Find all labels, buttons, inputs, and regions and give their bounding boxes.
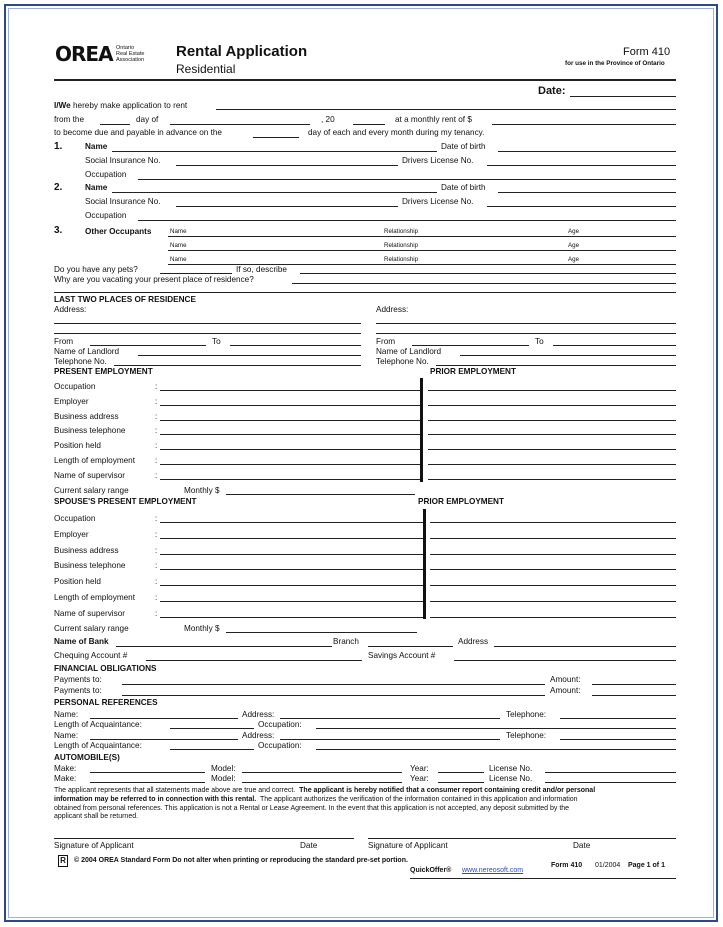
present-business-telephone-field[interactable] [160, 434, 422, 435]
spouse-position-held-label: Position held [54, 577, 101, 587]
vacating-reason-field[interactable] [292, 283, 676, 284]
spouse-length-of-employment-colon: : [155, 593, 158, 602]
pets-describe-field[interactable] [300, 273, 676, 274]
ref-1-address-label: Address: [242, 710, 275, 719]
residence-2-address-field-1[interactable] [376, 323, 676, 324]
start-year-field[interactable] [353, 124, 385, 125]
present-monthly-label: Monthly $ [184, 486, 220, 495]
present-name-of-supervisor-colon: : [155, 470, 158, 480]
pets-answer-field[interactable] [160, 273, 232, 274]
spouse-name-of-supervisor-colon: : [155, 608, 158, 618]
each-day-label: day of each and every month during my tenancy. [308, 128, 485, 137]
applicant-1-dob-field[interactable] [498, 151, 676, 152]
applicant-2-sin-label: Social Insurance No. [85, 197, 161, 206]
occupant-2-name-label: Name [170, 242, 187, 249]
day-of-label: day of [136, 115, 159, 124]
residence-heading: LAST TWO PLACES OF RESIDENCE [54, 295, 196, 304]
applicant-1-license-label: Drivers License No. [402, 156, 474, 165]
spouse-length-of-employment-field[interactable] [160, 601, 424, 602]
present-length-of-employment-label: Length of employment [54, 456, 136, 465]
residence-1-from-field[interactable] [90, 345, 206, 346]
spouse-business-address-field[interactable] [160, 554, 424, 555]
bank-name-label: Name of Bank [54, 637, 109, 646]
auto-2-license-field[interactable] [545, 782, 676, 783]
occupant-2-relationship-label: Relationship [384, 242, 419, 249]
date-label: Date: [538, 85, 566, 97]
present-occupation-field[interactable] [160, 390, 422, 391]
spouse-employer-colon: : [155, 529, 158, 539]
occupant-2-field[interactable] [168, 250, 676, 251]
present-length-of-employment-field[interactable] [160, 464, 422, 465]
monthly-rent-field[interactable] [492, 124, 676, 125]
applicant-2-number: 2. [54, 182, 63, 193]
chequing-field[interactable] [146, 660, 362, 661]
ref-1-address-field[interactable] [280, 718, 500, 719]
present-prior-employer-field[interactable] [428, 405, 676, 406]
spouse-monthly-field[interactable] [226, 632, 417, 633]
from-the-label: from the [54, 115, 85, 124]
spouse-employer-label: Employer [54, 529, 89, 539]
signature-2-label: Signature of Applicant [368, 841, 448, 850]
present-business-address-label: Business address [54, 411, 119, 421]
auto-2-make-field[interactable] [90, 782, 205, 783]
ref-1-telephone-field[interactable] [560, 718, 676, 719]
spouse-occupation-label: Occupation [54, 514, 96, 523]
spouse-prior-employer-field[interactable] [430, 538, 676, 539]
residence-2-telephone-label: Telephone No. [376, 357, 429, 366]
present-prior-name-of-supervisor-field[interactable] [428, 479, 676, 480]
present-occupation-colon: : [155, 382, 158, 391]
quickoffer-label: QuickOffer® [410, 867, 452, 874]
present-business-telephone-colon: : [155, 426, 158, 436]
present-business-telephone-label: Business telephone [54, 426, 126, 436]
occupants-number: 3. [54, 225, 63, 236]
applicant-1-name-field[interactable] [112, 151, 437, 152]
spouse-employer-field[interactable] [160, 538, 424, 539]
present-prior-position-held-field[interactable] [428, 449, 676, 450]
spouse-occupation-colon: : [155, 514, 158, 523]
orea-logo: OREA [55, 42, 113, 66]
auto-1-make-label: Make: [54, 764, 77, 773]
present-business-address-field[interactable] [160, 420, 422, 421]
residence-2-landlord-field[interactable] [460, 355, 676, 356]
spouse-prior-position-held-field[interactable] [430, 585, 676, 586]
applicant-2-dob-field[interactable] [498, 192, 676, 193]
automobile-heading: AUTOMOBILE(S) [54, 753, 120, 762]
present-position-held-label: Position held [54, 441, 101, 451]
ref-1-name-label: Name: [54, 710, 79, 719]
ref-1-length-field[interactable] [170, 728, 254, 729]
year-label: , 20 [321, 115, 335, 124]
applicant-1-occupation-label: Occupation [85, 170, 127, 179]
amount-1-field[interactable] [592, 684, 676, 685]
payments-to-1-field[interactable] [122, 684, 545, 685]
residence-2-from-label: From [376, 337, 396, 346]
residence-1-telephone-label: Telephone No. [54, 357, 107, 366]
applicant-2-name-label: Name [85, 183, 108, 192]
applicant-1-sin-label: Social Insurance No. [85, 156, 161, 165]
bank-address-label: Address [458, 637, 489, 646]
auto-2-year-label: Year: [410, 774, 429, 783]
auto-2-make-label: Make: [54, 774, 77, 783]
present-position-held-colon: : [155, 441, 158, 451]
residence-2-to-label: To [535, 337, 544, 346]
occupant-1-relationship-label: Relationship [384, 228, 419, 235]
spouse-prior-business-address-field[interactable] [430, 554, 676, 555]
auto-1-year-field[interactable] [438, 772, 484, 773]
form-title: Rental Application [176, 43, 308, 60]
residence-2-landlord-label: Name of Landlord [376, 347, 442, 356]
spouse-prior-business-telephone-field[interactable] [430, 569, 676, 570]
chequing-label: Chequing Account # [54, 651, 128, 660]
present-prior-occupation-field[interactable] [428, 390, 676, 391]
spouse-business-telephone-field[interactable] [160, 569, 424, 570]
ref-2-telephone-label: Telephone: [506, 731, 547, 740]
section-rule-residence [54, 292, 676, 293]
savings-field[interactable] [454, 660, 676, 661]
spouse-prior-occupation-field[interactable] [430, 522, 676, 523]
auto-1-model-label: Model: [211, 764, 236, 773]
ref-2-length-label: Length of Acquaintance: [54, 741, 142, 750]
applicant-1-sin-field[interactable] [176, 165, 398, 166]
pets-question: Do you have any pets? [54, 265, 138, 274]
occupant-3-name-label: Name [170, 256, 187, 263]
form-number: Form 410 [623, 46, 671, 58]
spouse-business-telephone-label: Business telephone [54, 561, 126, 571]
applicant-1-number: 1. [54, 141, 63, 152]
vacating-question: Why are you vacating your present place of residence? [54, 275, 254, 284]
spouse-prior-length-of-employment-field[interactable] [430, 601, 676, 602]
residence-1-address-label: Address: [54, 305, 87, 314]
residence-1-address-field-1[interactable] [54, 323, 361, 324]
present-position-held-field[interactable] [160, 449, 422, 450]
property-address-field[interactable] [216, 109, 676, 110]
residence-2-address-label: Address: [376, 305, 409, 314]
copyright-text: © 2004 OREA Standard Form Do not alter when printing or reproducing the standard pre-set portion. [74, 857, 408, 864]
ref-2-address-label: Address: [242, 731, 275, 740]
spouse-monthly-label: Monthly $ [184, 624, 220, 633]
signature-2-date-label: Date [573, 841, 591, 850]
auto-1-model-field[interactable] [242, 772, 402, 773]
header-rule [54, 79, 676, 81]
intro-line-1: I/We hereby make application to rent [54, 101, 188, 110]
residence-1-landlord-label: Name of Landlord [54, 347, 120, 356]
present-salary-label: Current salary range [54, 486, 129, 495]
other-occupants-label: Other Occupants [85, 227, 152, 236]
bank-name-field[interactable] [116, 646, 332, 647]
savings-label: Savings Account # [368, 651, 436, 660]
references-heading: PERSONAL REFERENCES [54, 698, 158, 707]
ref-2-name-label: Name: [54, 731, 79, 740]
ref-2-length-field[interactable] [170, 749, 254, 750]
pets-describe-label: If so, describe [236, 265, 287, 274]
residence-2-to-field[interactable] [553, 345, 676, 346]
present-prior-length-of-employment-field[interactable] [428, 464, 676, 465]
applicant-1-name-label: Name [85, 142, 108, 151]
present-length-of-employment-colon: : [155, 456, 158, 465]
residence-1-to-label: To [212, 337, 221, 346]
spouse-occupation-field[interactable] [160, 522, 424, 523]
footer-page-count: Page 1 of 1 [628, 862, 665, 869]
residence-1-to-field[interactable] [230, 345, 361, 346]
bank-branch-field[interactable] [368, 646, 453, 647]
occupant-3-age-label: Age [568, 256, 580, 263]
payments-to-2-field[interactable] [122, 695, 545, 696]
applicant-2-name-field[interactable] [112, 192, 437, 193]
signature-1-label: Signature of Applicant [54, 841, 134, 850]
applicant-1-occupation-field[interactable] [138, 179, 676, 180]
present-occupation-label: Occupation [54, 382, 96, 391]
spouse-salary-label: Current salary range [54, 624, 129, 633]
spouse-business-telephone-colon: : [155, 561, 158, 571]
occupant-2-age-label: Age [568, 242, 580, 249]
signature-1-date-label: Date [300, 841, 318, 850]
ref-1-length-label: Length of Acquaintance: [54, 720, 142, 729]
present-business-address-colon: : [155, 411, 158, 421]
amount-1-label: Amount: [550, 675, 581, 684]
occupant-1-field[interactable] [168, 236, 676, 237]
footer-rule [410, 878, 676, 879]
ref-1-occupation-field[interactable] [316, 728, 676, 729]
spouse-length-of-employment-label: Length of employment [54, 593, 136, 602]
spouse-name-of-supervisor-label: Name of supervisor [54, 608, 125, 618]
spouse-name-of-supervisor-field[interactable] [160, 617, 424, 618]
payments-to-2-label: Payments to: [54, 686, 102, 695]
occupant-1-age-label: Age [568, 228, 580, 235]
present-prior-divider [420, 378, 423, 482]
auto-2-model-field[interactable] [242, 782, 402, 783]
signature-1-field[interactable] [54, 838, 354, 839]
realtor-icon: R [58, 855, 68, 867]
spouse-prior-name-of-supervisor-field[interactable] [430, 617, 676, 618]
residence-1-landlord-field[interactable] [138, 355, 361, 356]
residence-2-telephone-field[interactable] [436, 365, 676, 366]
nereosoft-link[interactable]: www.nereosoft.com [462, 867, 524, 874]
applicant-2-sin-field[interactable] [176, 206, 398, 207]
residence-2-address-field-2[interactable] [376, 333, 676, 334]
applicant-1-license-field[interactable] [487, 165, 676, 166]
amount-2-field[interactable] [592, 695, 676, 696]
present-prior-business-address-field[interactable] [428, 420, 676, 421]
financial-heading: FINANCIAL OBLIGATIONS [54, 664, 157, 673]
spouse-business-address-colon: : [155, 545, 158, 555]
auto-2-license-label: License No. [489, 774, 533, 783]
amount-2-label: Amount: [550, 686, 581, 695]
occupant-3-relationship-label: Relationship [384, 256, 419, 263]
form-province-note: for use in the Province of Ontario [565, 60, 665, 67]
present-name-of-supervisor-label: Name of supervisor [54, 470, 125, 480]
applicant-2-occupation-label: Occupation [85, 211, 127, 220]
ref-1-telephone-label: Telephone: [506, 710, 547, 719]
ref-2-telephone-field[interactable] [560, 739, 676, 740]
ref-2-name-field[interactable] [90, 739, 238, 740]
start-month-field[interactable] [170, 124, 310, 125]
applicant-2-license-label: Drivers License No. [402, 197, 474, 206]
spouse-employment-heading: SPOUSE'S PRESENT EMPLOYMENT [54, 497, 197, 506]
signature-2-field[interactable] [368, 838, 676, 839]
residence-1-from-label: From [54, 337, 74, 346]
auto-1-license-label: License No. [489, 764, 533, 773]
monthly-rent-label: at a monthly rent of $ [395, 115, 472, 124]
bank-address-field[interactable] [494, 646, 676, 647]
residence-1-telephone-field[interactable] [114, 365, 361, 366]
present-prior-business-telephone-field[interactable] [428, 434, 676, 435]
ref-1-occupation-label: Occupation: [258, 720, 302, 729]
present-name-of-supervisor-field[interactable] [160, 479, 422, 480]
spouse-position-held-field[interactable] [160, 585, 424, 586]
disclaimer-text: The applicant represents that all statements made above are true and correct. The applicant is hereby notified that a consumer report containing credit and/or personal information may be referred to in connection with this rental. The applicant authorizes the verification of the information contained in this application and information obtained from personal references. This application is not a Rental or Lease Agreement. In the event that this application is not accepted, any deposit submitted by the applicant shall be returned. [54, 787, 596, 821]
applicant-2-license-field[interactable] [487, 206, 676, 207]
applicant-1-dob-label: Date of birth [441, 142, 486, 151]
auto-2-model-label: Model: [211, 774, 236, 783]
form-subtitle: Residential [176, 62, 236, 76]
occupant-1-name-label: Name [170, 228, 187, 235]
footer-version: 01/2004 [595, 862, 621, 869]
spouse-prior-divider [423, 509, 426, 619]
auto-2-year-field[interactable] [438, 782, 484, 783]
auto-1-year-label: Year: [410, 764, 429, 773]
spouse-business-address-label: Business address [54, 545, 119, 555]
bank-branch-label: Branch [333, 637, 359, 646]
present-employment-heading: PRESENT EMPLOYMENT [54, 367, 153, 376]
start-day-field[interactable] [100, 124, 130, 125]
due-day-field[interactable] [253, 137, 299, 138]
residence-2-from-field[interactable] [412, 345, 529, 346]
spouse-position-held-colon: : [155, 577, 158, 587]
prior-employment-heading: PRIOR EMPLOYMENT [430, 367, 516, 376]
present-employer-colon: : [155, 396, 158, 406]
applicant-2-dob-label: Date of birth [441, 183, 486, 192]
auto-1-make-field[interactable] [90, 772, 205, 773]
due-line-label: to become due and payable in advance on the [54, 128, 222, 137]
present-employer-field[interactable] [160, 405, 422, 406]
residence-1-address-field-2[interactable] [54, 333, 361, 334]
spouse-prior-employment-heading: PRIOR EMPLOYMENT [418, 497, 504, 506]
footer-form-number: Form 410 [551, 862, 583, 869]
present-employer-label: Employer [54, 396, 89, 406]
ref-2-occupation-field[interactable] [316, 749, 676, 750]
ref-2-address-field[interactable] [280, 739, 500, 740]
ref-1-name-field[interactable] [90, 718, 238, 719]
applicant-2-occupation-field[interactable] [138, 220, 676, 221]
orea-logo-caption: Ontario Real Estate Association [116, 45, 145, 63]
date-field[interactable] [570, 96, 676, 97]
present-monthly-field[interactable] [226, 494, 415, 495]
auto-1-license-field[interactable] [545, 772, 676, 773]
payments-to-1-label: Payments to: [54, 675, 102, 684]
ref-2-occupation-label: Occupation: [258, 741, 302, 750]
